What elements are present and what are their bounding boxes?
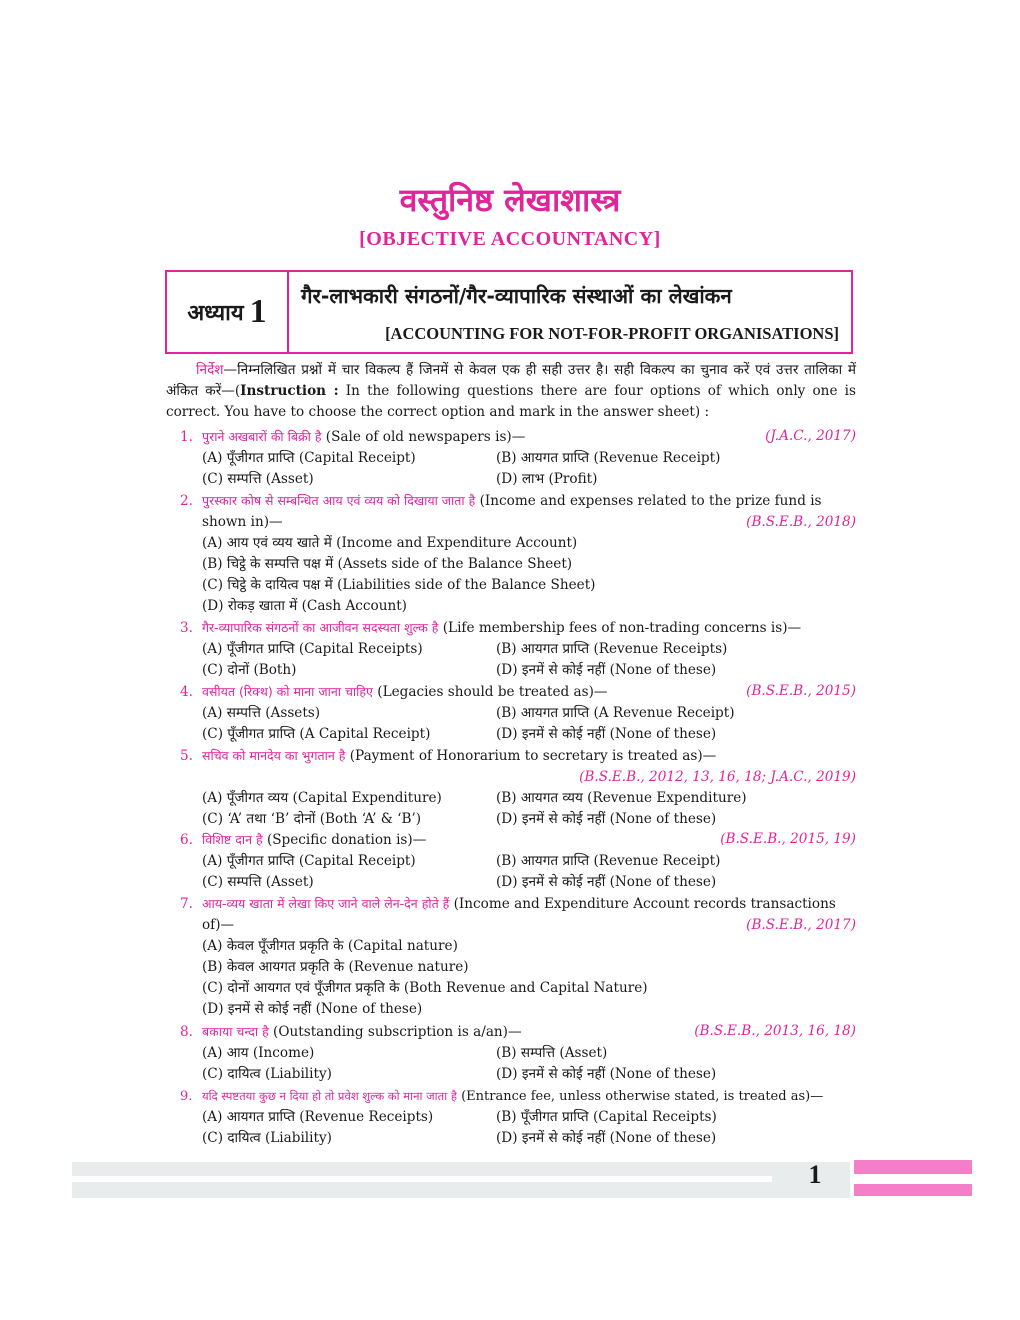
chapter-number-box — [167, 272, 289, 352]
option-d: (D) इनमें से कोई नहीं (None of these) — [496, 1066, 717, 1082]
question-source: (B.S.E.B., 2015) — [746, 683, 856, 699]
option-d: (D) इनमें से कोई नहीं (None of these) — [202, 1001, 423, 1017]
question-3 — [180, 617, 856, 681]
option-a: (A) आय एवं व्यय खाते में (Income and Expenditure Account) — [202, 535, 578, 551]
chapter-title-english: [ACCOUNTING FOR NOT-FOR-PROFIT ORGANISATIONS] — [385, 324, 839, 343]
question-text-english: (Legacies should be treated as)— — [372, 684, 608, 700]
instruction-paragraph — [166, 360, 856, 423]
question-text-hindi: सचिव को मानदेय का भुगतान है — [202, 748, 346, 763]
option-d: (D) इनमें से कोई नहीं (None of these) — [496, 1130, 717, 1146]
option-b: (B) आयगत प्राप्ति (Revenue Receipts) — [496, 641, 728, 657]
option-a: (A) सम्पत्ति (Assets) — [202, 705, 321, 721]
question-text-hindi: बकाया चन्दा है — [202, 1024, 269, 1039]
question-text-continued: of)— — [202, 917, 235, 933]
option-b: (B) केवल आयगत प्रकृति के (Revenue nature) — [202, 959, 469, 975]
question-5 — [180, 745, 856, 830]
footer-bar-pink-top — [854, 1160, 972, 1174]
question-text-hindi: विशिष्ट दान है — [202, 832, 263, 847]
option-d: (D) इनमें से कोई नहीं (None of these) — [496, 662, 717, 678]
question-9 — [180, 1086, 856, 1149]
footer-divider-right — [854, 1174, 972, 1184]
option-a: (A) पूँजीगत प्राप्ति (Capital Receipt) — [202, 450, 416, 466]
page-number: 1 — [808, 1160, 822, 1189]
option-c: (C) दोनों (Both) — [202, 662, 297, 678]
option-c: (C) दोनों आयगत एवं पूँजीगत प्रकृति के (Both Revenue and Capital Nature) — [202, 980, 648, 996]
question-text-hindi: यदि स्पष्टतया कुछ न दिया हो तो प्रवेश शुल्क को माना जाता है — [202, 1089, 457, 1103]
chapter-label: अध्याय — [187, 301, 244, 326]
chapter-number: 1 — [249, 293, 267, 330]
question-source: (J.A.C., 2017) — [765, 428, 856, 444]
question-source: (B.S.E.B., 2015, 19) — [720, 831, 856, 847]
question-text-hindi: पुराने अखबारों की बिक्री है — [202, 429, 322, 444]
question-text-english: (Income and Expenditure Account records transactions — [449, 896, 836, 912]
question-2 — [180, 490, 856, 617]
chapter-title-hindi: गैर-लाभकारी संगठनों/गैर-व्यापारिक संस्थाओं का लेखांकन — [301, 284, 732, 308]
option-b: (B) सम्पत्ति (Asset) — [496, 1045, 608, 1061]
option-b: (B) आयगत प्राप्ति (A Revenue Receipt) — [496, 705, 735, 721]
option-d: (D) इनमें से कोई नहीं (None of these) — [496, 726, 717, 742]
option-c: (C) दायित्व (Liability) — [202, 1130, 332, 1146]
question-text-english: (Sale of old newspapers is)— — [321, 429, 526, 445]
question-text-hindi: पुरस्कार कोष से सम्बन्धित आय एवं व्यय को दिखाया जाता है — [202, 493, 476, 508]
question-number: 1. — [180, 429, 193, 445]
option-a: (A) पूँजीगत व्यय (Capital Expenditure) — [202, 790, 442, 806]
page-title-hindi: वस्तुनिष्ठ लेखाशास्त्र — [399, 181, 621, 219]
option-b: (B) पूँजीगत प्राप्ति (Capital Receipts) — [496, 1109, 717, 1125]
question-text-hindi: वसीयत (रिक्थ) को माना जाना चाहिए — [202, 684, 373, 699]
instruction-text-hindi: —निम्नलिखित प्रश्नों में चार विकल्प हैं जिनमें से केवल एक ही सही उत्तर है। सही विकल्प का चुनाव करें एवं उत्तर तालिका में अंकित करें—( — [166, 362, 856, 399]
option-a: (A) केवल पूँजीगत प्रकृति के (Capital nature) — [202, 938, 458, 954]
option-c: (C) पूँजीगत प्राप्ति (A Capital Receipt) — [202, 726, 431, 742]
question-source: (B.S.E.B., 2012, 13, 16, 18; J.A.C., 2019) — [579, 769, 856, 785]
option-c: (C) सम्पत्ति (Asset) — [202, 471, 314, 487]
question-source: (B.S.E.B., 2013, 16, 18) — [694, 1023, 856, 1039]
option-c: (C) चिट्ठे के दायित्व पक्ष में (Liabilities side of the Balance Sheet) — [202, 577, 596, 593]
option-b: (B) आयगत प्राप्ति (Revenue Receipt) — [496, 853, 721, 869]
footer-bar-pink-bottom — [854, 1184, 972, 1196]
question-text-continued: shown in)— — [202, 514, 283, 530]
option-a: (A) आय (Income) — [202, 1045, 315, 1061]
question-text-english: (Payment of Honorarium to secretary is treated as)— — [345, 748, 717, 764]
option-d: (D) इनमें से कोई नहीं (None of these) — [496, 811, 717, 827]
option-b: (B) चिट्ठे के सम्पत्ति पक्ष में (Assets side of the Balance Sheet) — [202, 556, 573, 572]
question-text-hindi: आय-व्यय खाता में लेखा किए जाने वाले लेन-देन होते हैं — [202, 896, 450, 911]
chapter-title-box — [289, 272, 851, 352]
question-number: 4. — [180, 684, 193, 700]
instruction-text-english: In the following questions there are four options of which only one is correct. You have to choose the correct option and mark in the answer sheet) : — [166, 383, 856, 420]
question-8 — [180, 1021, 856, 1085]
option-a: (A) पूँजीगत प्राप्ति (Capital Receipts) — [202, 641, 423, 657]
question-1 — [180, 426, 856, 490]
option-d: (D) रोकड़ खाता में (Cash Account) — [202, 598, 407, 614]
option-d: (D) लाभ (Profit) — [496, 471, 598, 487]
question-text-english: (Entrance fee, unless otherwise stated, is treated as)— — [456, 1089, 824, 1104]
option-a: (A) आयगत प्राप्ति (Revenue Receipts) — [202, 1109, 434, 1125]
question-source: (B.S.E.B., 2017) — [746, 917, 856, 933]
option-c: (C) दायित्व (Liability) — [202, 1066, 332, 1082]
instruction-label-hindi: निर्देश — [196, 362, 224, 378]
question-number: 6. — [180, 832, 193, 848]
option-b: (B) आयगत प्राप्ति (Revenue Receipt) — [496, 450, 721, 466]
page-title-english: [OBJECTIVE ACCOUNTANCY] — [359, 228, 661, 250]
question-text-english: (Life membership fees of non-trading concerns is)— — [438, 620, 802, 636]
question-4 — [180, 681, 856, 745]
question-number: 7. — [180, 896, 193, 912]
question-text-english: (Outstanding subscription is a/an)— — [268, 1024, 522, 1040]
question-number: 8. — [180, 1024, 193, 1040]
footer-divider — [72, 1176, 772, 1182]
option-c: (C) सम्पत्ति (Asset) — [202, 874, 314, 890]
question-number: 9. — [180, 1089, 193, 1104]
question-number: 5. — [180, 748, 193, 764]
question-7 — [180, 893, 856, 1020]
question-text-english: (Income and expenses related to the prize fund is — [475, 493, 822, 509]
option-d: (D) इनमें से कोई नहीं (None of these) — [496, 874, 717, 890]
option-c: (C) ‘A’ तथा ‘B’ दोनों (Both ‘A’ & ‘B’) — [202, 811, 422, 827]
option-a: (A) पूँजीगत प्राप्ति (Capital Receipt) — [202, 853, 416, 869]
question-text-english: (Specific donation is)— — [262, 832, 427, 848]
question-number: 3. — [180, 620, 193, 636]
question-text-hindi: गैर-व्यापारिक संगठनों का आजीवन सदस्यता शुल्क है — [202, 620, 439, 635]
instruction-label-english: Instruction : — [240, 383, 339, 399]
question-6 — [180, 829, 856, 893]
chapter-header — [165, 270, 853, 354]
question-source: (B.S.E.B., 2018) — [746, 514, 856, 530]
option-b: (B) आयगत व्यय (Revenue Expenditure) — [496, 790, 747, 806]
question-number: 2. — [180, 493, 193, 509]
